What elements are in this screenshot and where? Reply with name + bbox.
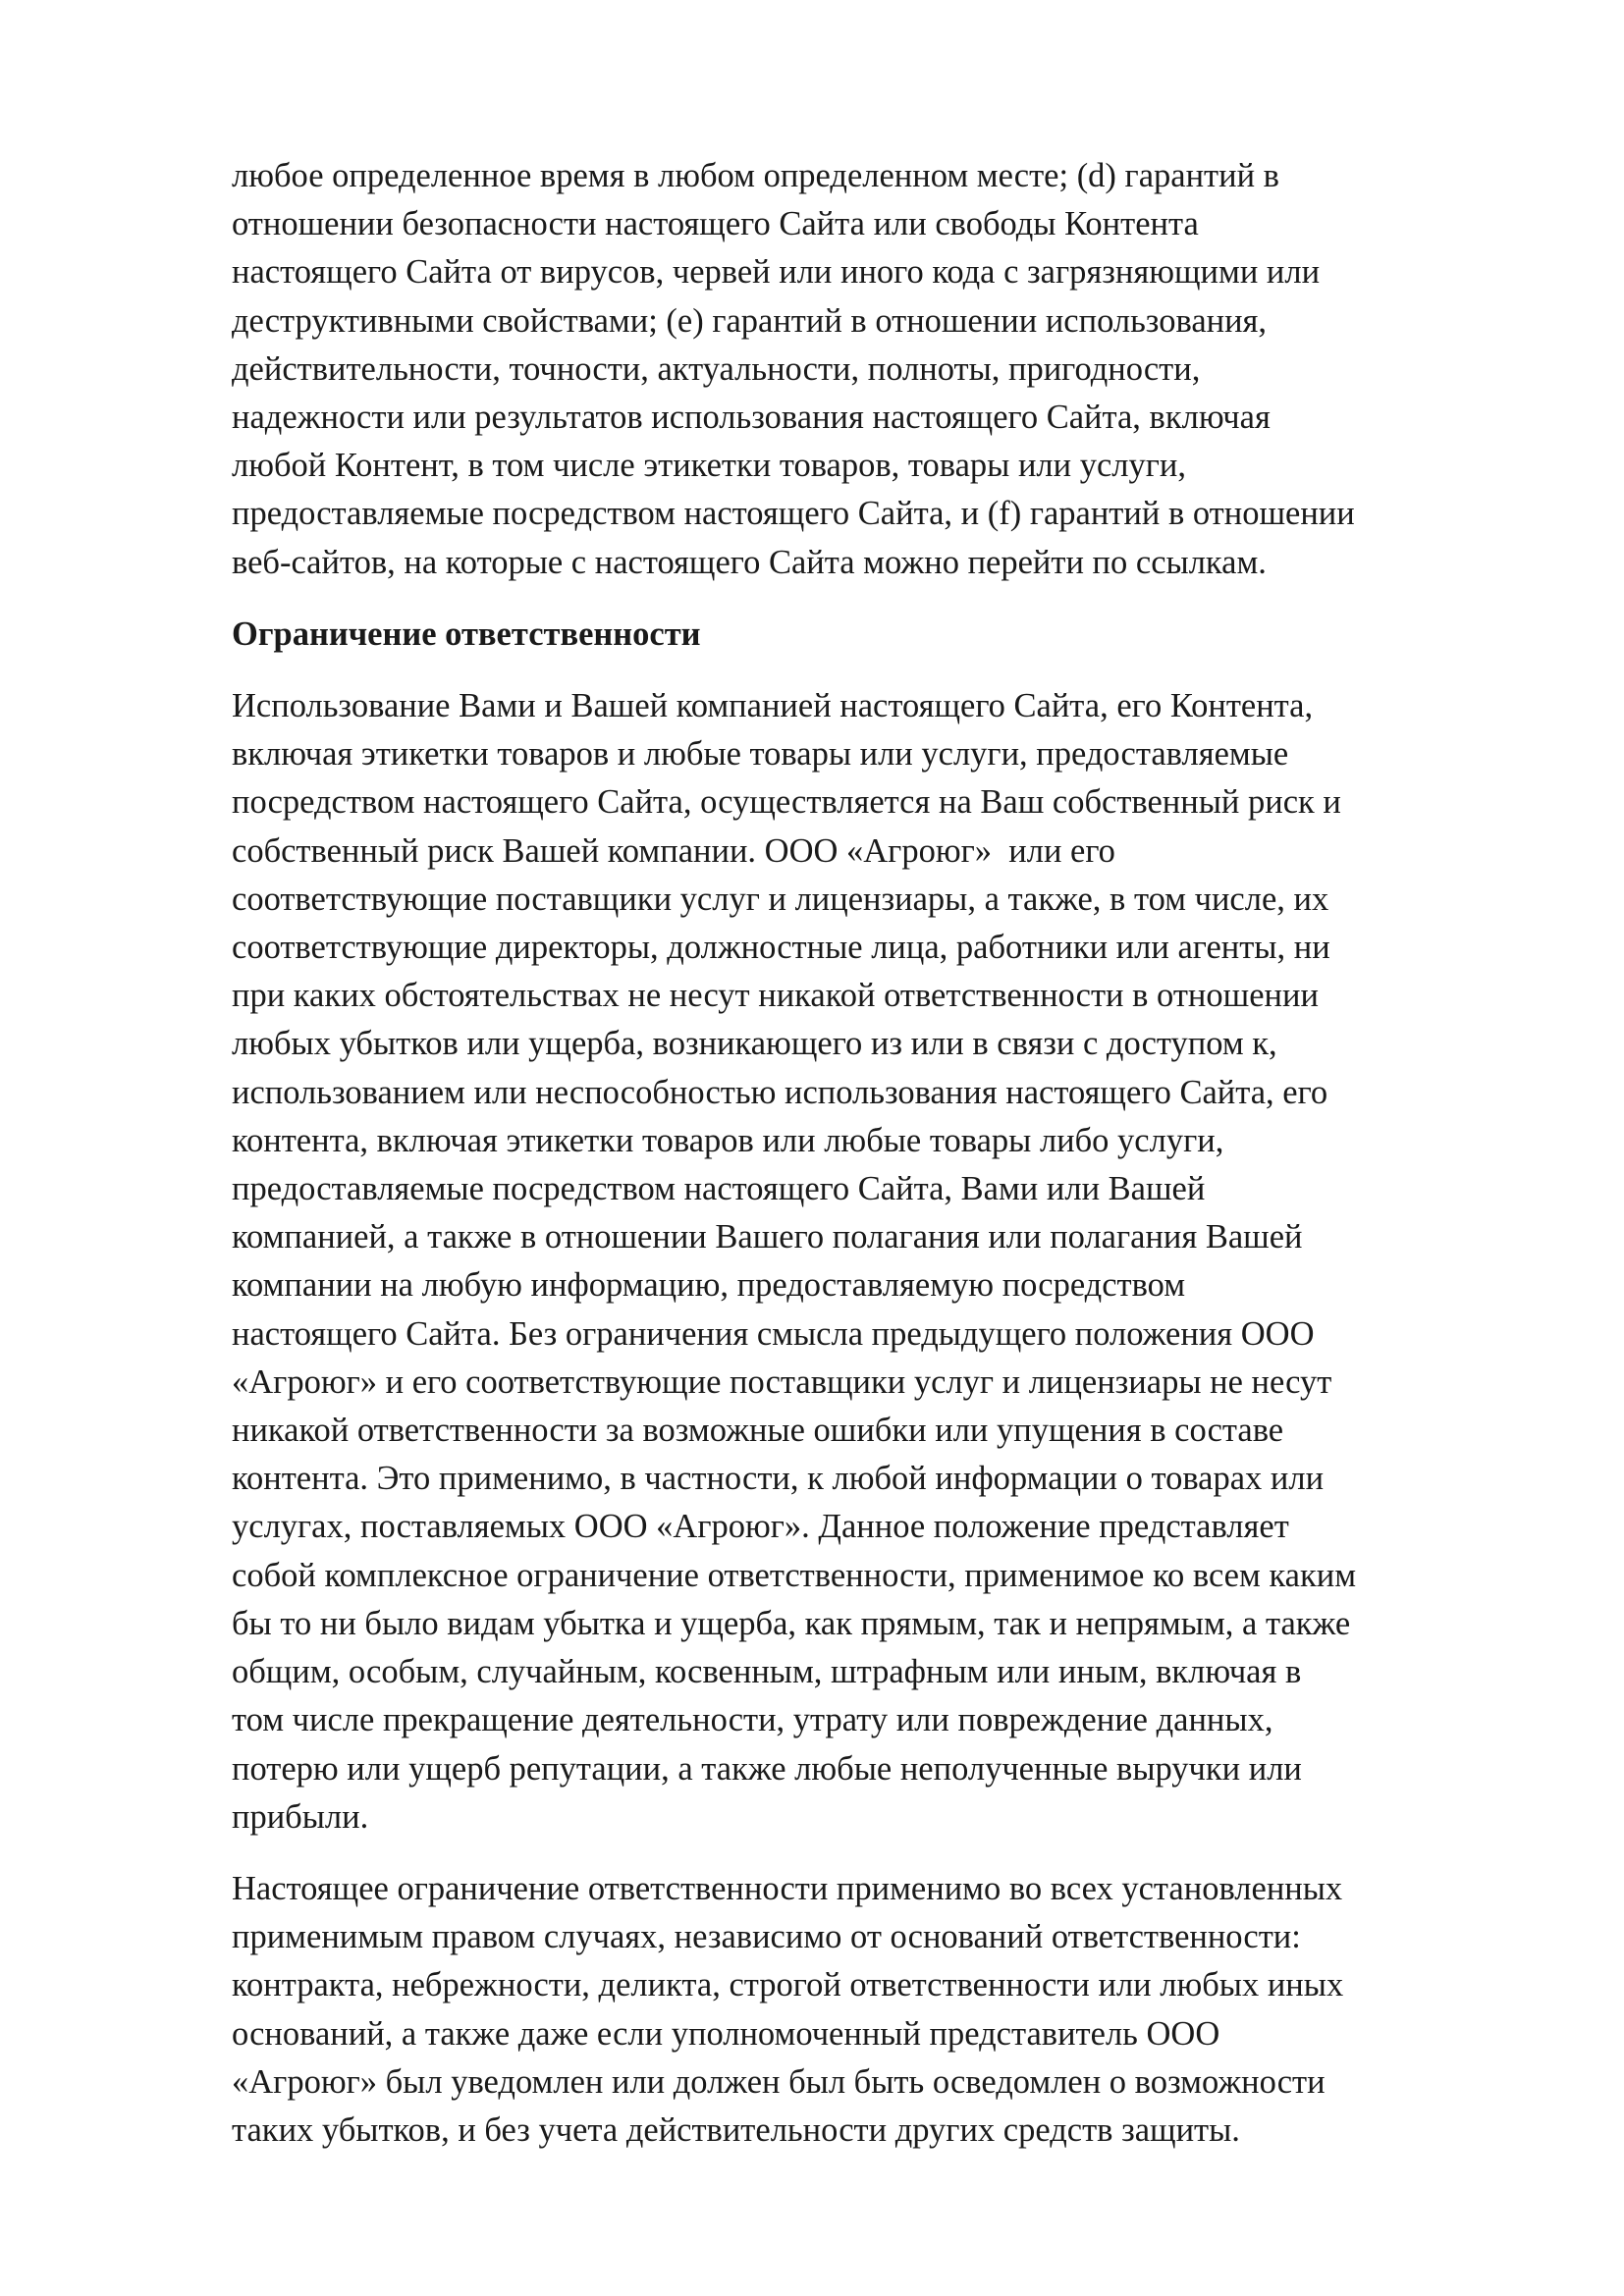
- text-line: деструктивными свойствами; (e) гарантий в отношении использования,: [232, 301, 1268, 340]
- text-line: никакой ответственности за возможные ошибки или упущения в составе: [232, 1412, 1284, 1450]
- document-page: [232, 152, 1518, 2178]
- text-line: соответствующие поставщики услуг и лицензиары, а также, в том числе, их: [232, 880, 1329, 918]
- text-line: любое определенное время в любом определенном месте; (d) гарантий в: [232, 157, 1279, 194]
- text-line: бы то ни было видам убытка и ущерба, как прямым, так и непрямым, а также: [232, 1604, 1351, 1642]
- section-heading-limitation-of-liability: [232, 611, 1518, 659]
- text-line: таких убытков, и без учета действительности других средств защиты.: [232, 2110, 1240, 2149]
- text-line: компании на любую информацию, предоставляемую посредством: [232, 1266, 1186, 1305]
- text-line: любой Контент, в том числе этикетки товаров, товары или услуги,: [232, 447, 1186, 485]
- text-line: контента. Это применимо, в частности, к любой информации о товарах или: [232, 1460, 1325, 1498]
- text-line: действительности, точности, актуальности, полноты, пригодности,: [232, 349, 1201, 388]
- text-line: собственный риск Вашей компании. ООО «Агроюг» или его: [232, 831, 1115, 870]
- text-line: услугах, поставляемых ООО «Агроюг». Данное положение представляет: [232, 1508, 1289, 1546]
- text-line: «Агроюг» был уведомлен или должен был быть осведомлен о возможности: [232, 2062, 1326, 2101]
- text-line: веб-сайтов, на которые с настоящего Сайта можно перейти по ссылкам.: [232, 543, 1267, 581]
- text-line: соответствующие директоры, должностные лица, работники или агенты, ни: [232, 929, 1330, 967]
- text-line: том числе прекращение деятельности, утрату или повреждение данных,: [232, 1701, 1273, 1739]
- text-line: компанией, а также в отношении Вашего полагания или полагания Вашей: [232, 1218, 1303, 1256]
- text-line: «Агроюг» и его соответствующие поставщики услуг и лицензиары не несут: [232, 1362, 1332, 1401]
- paragraph-applicability: [232, 1865, 1518, 2155]
- text-line: применимым правом случаях, независимо от оснований ответственности:: [232, 1918, 1301, 1956]
- text-line: потерю или ущерб репутации, а также любые неполученные выручки или: [232, 1749, 1302, 1788]
- text-line: использованием или неспособностью использования настоящего Сайта, его: [232, 1073, 1328, 1111]
- text-line: предоставляемые посредством настоящего Сайта, Вами или Вашей: [232, 1170, 1206, 1208]
- text-line: посредством настоящего Сайта, осуществляется на Ваш собственный риск и: [232, 783, 1341, 822]
- text-line: любых убытков или ущерба, возникающего из или в связи с доступом к,: [232, 1025, 1277, 1063]
- text-line: настоящего Сайта от вирусов, червей или иного кода с загрязняющими или: [232, 253, 1321, 292]
- text-line: контракта, небрежности, деликта, строгой ответственности или любых иных: [232, 1966, 1344, 2004]
- text-line: отношении безопасности настоящего Сайта или свободы Контента: [232, 205, 1199, 243]
- paragraph-warranty-continuation: [232, 152, 1518, 587]
- text-line: Использование Вами и Вашей компанией настоящего Сайта, его Контента,: [232, 687, 1314, 725]
- text-line: контента, включая этикетки товаров или любые товары либо услуги,: [232, 1121, 1224, 1159]
- paragraph-use-at-own-risk: [232, 682, 1518, 1842]
- heading-text: Ограничение ответственности: [232, 614, 701, 653]
- text-line: прибыли.: [232, 1797, 369, 1836]
- text-line: при каких обстоятельствах не несут никакой ответственности в отношении: [232, 977, 1319, 1015]
- text-line: общим, особым, случайным, косвенным, штрафным или иным, включая в: [232, 1653, 1302, 1691]
- text-line: надежности или результатов использования настоящего Сайта, включая: [232, 399, 1271, 437]
- text-line: предоставляемые посредством настоящего Сайта, и (f) гарантий в отношении: [232, 495, 1355, 533]
- text-line: настоящего Сайта. Без ограничения смысла предыдущего положения ООО: [232, 1314, 1315, 1353]
- text-line: оснований, а также даже если уполномоченный представитель ООО: [232, 2014, 1220, 2053]
- text-line: включая этикетки товаров и любые товары или услуги, предоставляемые: [232, 735, 1289, 774]
- text-line: собой комплексное ограничение ответственности, применимое ко всем каким: [232, 1556, 1357, 1594]
- text-line: Настоящее ограничение ответственности применимо во всех установленных: [232, 1869, 1343, 1907]
